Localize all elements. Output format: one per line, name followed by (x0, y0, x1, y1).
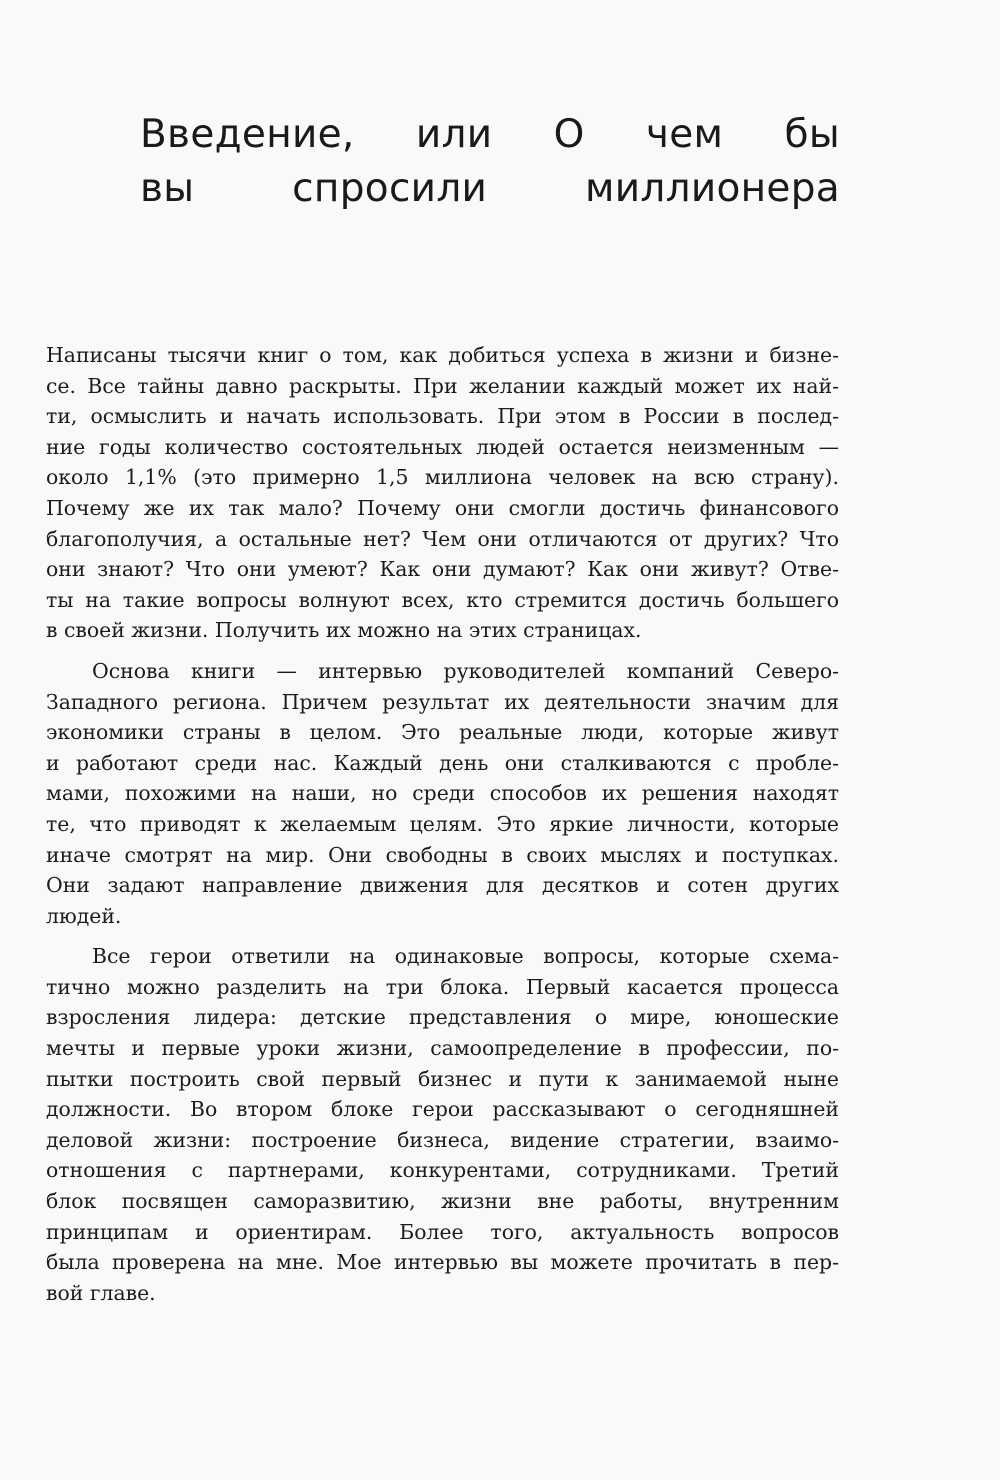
paragraph-3 (46, 941, 839, 1308)
text-line: должности. Во втором блоке герои рассказывают о сегодняшней (46, 1097, 839, 1122)
text-line: Почему же их так мало? Почему они смогли достичь финансового (46, 495, 839, 520)
chapter-body (46, 340, 839, 1318)
text-line: мечты и первые уроки жизни, самоопределение в профессии, по- (46, 1036, 839, 1061)
text-line: те, что приводят к желаемым целям. Это яркие личности, которые (46, 811, 839, 836)
text-line: мами, похожими на наши, но среди способов их решения находят (46, 781, 839, 806)
text-line: Основа книги — интервью руководителей компаний Северо- (92, 658, 839, 683)
text-line: иначе смотрят на мир. Они свободны в своих мыслях и поступках. (46, 842, 839, 867)
text-line: экономики страны в целом. Это реальные люди, которые живут (46, 720, 839, 745)
text-line: Все герои ответили на одинаковые вопросы, которые схема- (92, 944, 839, 969)
text-line: Западного региона. Причем результат их деятельности значим для (46, 689, 839, 714)
text-line: Они задают направление движения для десятков и сотен других (46, 873, 839, 898)
paragraph-1 (46, 340, 839, 646)
text-line: принципам и ориентирам. Более того, актуальность вопросов (46, 1219, 839, 1244)
text-line: ти, осмыслить и начать использовать. При этом в России в послед- (46, 404, 839, 429)
text-line: взросления лидера: детские представления о мире, юношеские (46, 1005, 839, 1030)
text-line: пытки построить свой первый бизнес и пути к занимаемой ныне (46, 1066, 839, 1091)
text-line: и работают среди нас. Каждый день они сталкиваются с пробле- (46, 750, 839, 775)
text-line: блок посвящен саморазвитию, жизни вне работы, внутренним (46, 1189, 839, 1214)
text-line: Написаны тысячи книг о том, как добиться успеха в жизни и бизне- (46, 343, 839, 367)
paragraph-2 (46, 656, 839, 931)
chapter-title-line: Введение, или О чем бы (140, 112, 840, 157)
text-line: людей. (46, 903, 122, 928)
text-line: ние годы количество состоятельных людей остается неизменным — (46, 434, 839, 459)
chapter-title-line: вы спросили миллионера (140, 166, 840, 211)
text-line: благополучия, а остальные нет? Чем они отличаются от других? Что (46, 526, 839, 551)
text-line: в своей жизни. Получить их можно на этих страницах. (46, 618, 642, 643)
text-line: деловой жизни: построение бизнеса, видение стратегии, взаимо- (46, 1127, 839, 1152)
text-line: се. Все тайны давно раскрыты. При желании каждый может их най- (46, 373, 839, 398)
text-line: отношения с партнерами, конкурентами, сотрудниками. Третий (46, 1158, 839, 1183)
text-line: была проверена на мне. Мое интервью вы можете прочитать в пер- (46, 1250, 839, 1275)
text-line: ты на такие вопросы волнуют всех, кто стремится достичь большего (46, 587, 839, 612)
text-line: около 1,1% (это примерно 1,5 миллиона человек на всю страну). (46, 465, 839, 490)
text-line: вой главе. (46, 1280, 156, 1305)
text-line: они знают? Что они умеют? Как они думают? Как они живут? Отве- (46, 557, 839, 582)
chapter-title (140, 108, 840, 216)
text-line: тично можно разделить на три блока. Первый касается процесса (46, 974, 839, 999)
